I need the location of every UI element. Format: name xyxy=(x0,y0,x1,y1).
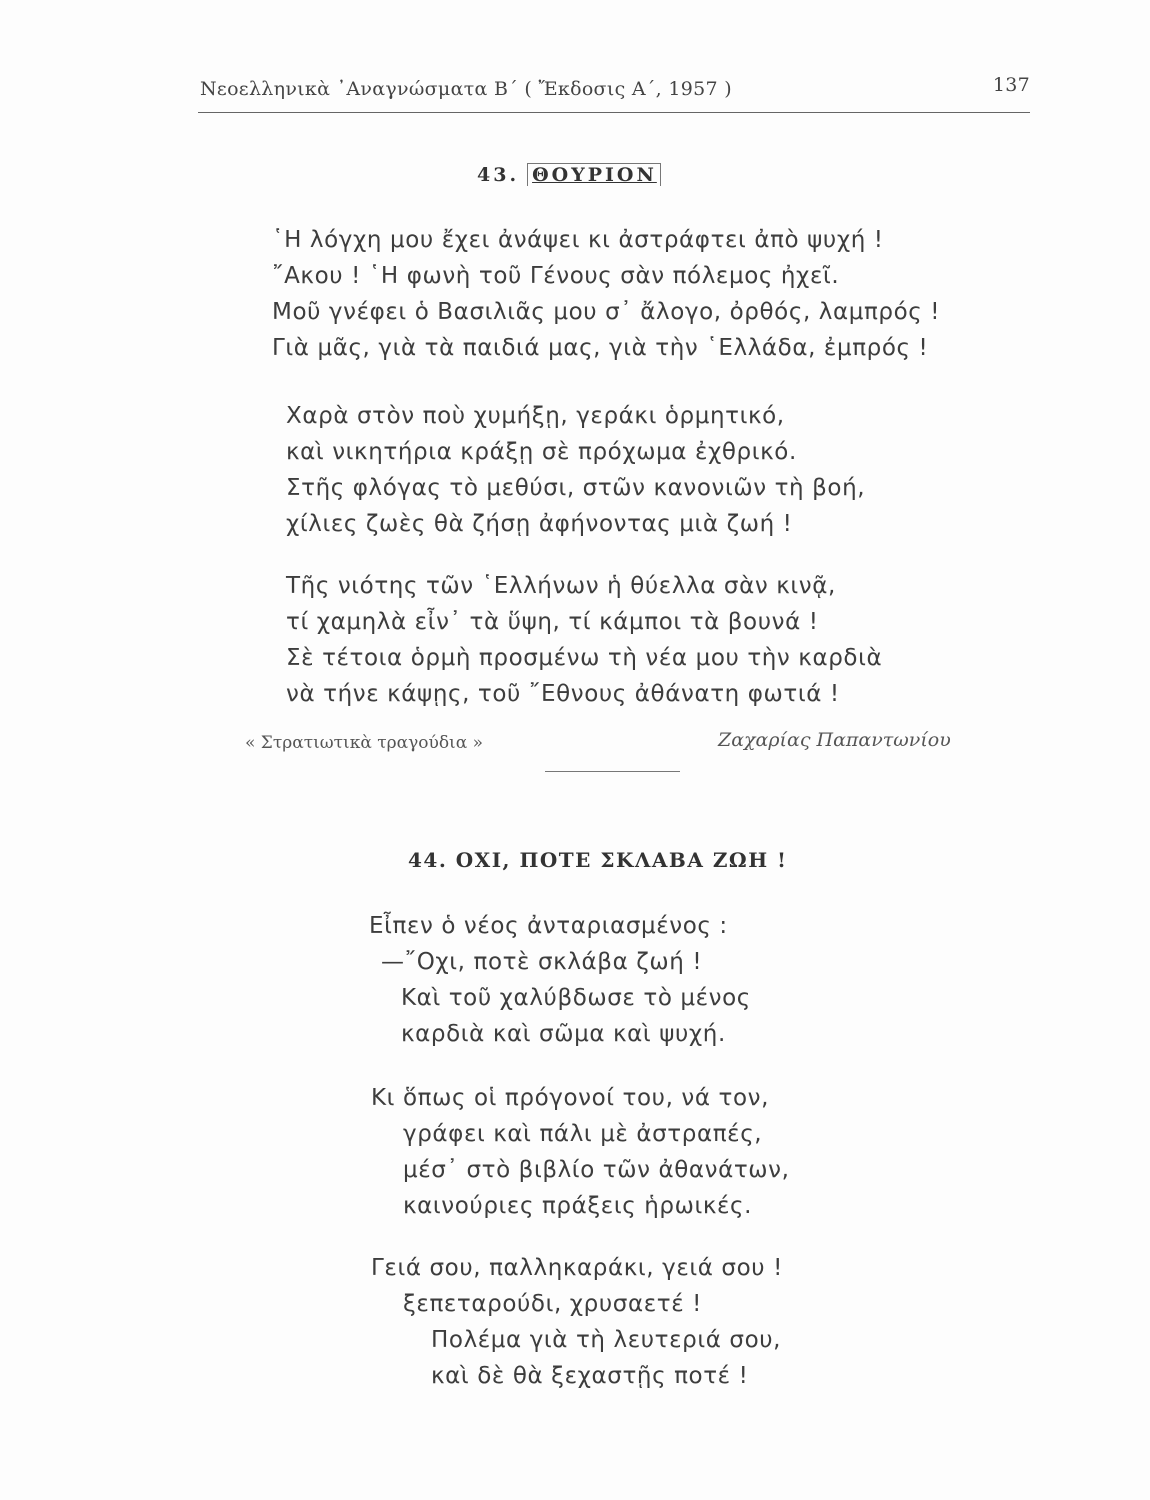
verse-line: καινούριες πράξεις ἡρωικές. xyxy=(403,1193,753,1219)
page-number: 137 xyxy=(992,74,1030,96)
poem-43-heading xyxy=(477,163,661,186)
verse-line: ῾Η λόγχη μου ἔχει ἀνάψει κι ἀστράφτει ἀπὸ ψυχή ! xyxy=(272,227,884,253)
poem-44-stanza-1 xyxy=(369,908,751,1052)
verse-line: μέσ᾿ στὸ βιβλίο τῶν ἀθανάτων, xyxy=(403,1157,790,1183)
poem-43-stanza-3 xyxy=(286,568,882,712)
verse-line: καρδιὰ καὶ σῶμα καὶ ψυχή. xyxy=(401,1021,726,1047)
section-divider xyxy=(545,771,680,772)
verse-line: καὶ δὲ θὰ ξεχαστῇς ποτέ ! xyxy=(431,1363,749,1389)
verse-line: ῎Ακου ! ῾Η φωνὴ τοῦ Γένους σὰν πόλεμος ἠχεῖ. xyxy=(272,263,840,289)
header-rule xyxy=(198,112,1030,113)
verse-line: Πολέμα γιὰ τὴ λευτεριά σου, xyxy=(431,1327,782,1353)
running-title: Νεοελληνικὰ ᾿Αναγνώσματα Β΄ ( Ἔκδοσις Α΄, 1957 ) xyxy=(200,78,732,100)
verse-line: καὶ νικητήρια κράξῃ σὲ πρόχωμα ἐχθρικό. xyxy=(286,439,797,465)
verse-line: Γειά σου, παλληκαράκι, γειά σου ! xyxy=(371,1255,783,1281)
poem-43-source: « Στρατιωτικὰ τραγούδια » xyxy=(245,733,484,753)
verse-line: χίλιες ζωὲς θὰ ζήσῃ ἀφήνοντας μιὰ ζωή ! xyxy=(286,511,793,537)
verse-line: Τῆς νιότης τῶν ῾Ελλήνων ἡ θύελλα σὰν κινᾷ, xyxy=(286,573,836,599)
poem-43-title: ΘΟΥΡΙΟΝ xyxy=(527,163,661,186)
verse-line: Καὶ τοῦ χαλύβδωσε τὸ μένος xyxy=(401,985,751,1011)
poem-44-title: 44. ΟΧΙ, ΠΟΤΕ ΣΚΛΑΒΑ ΖΩΗ ! xyxy=(408,848,788,872)
verse-line: Κι ὅπως οἱ πρόγονοί του, νά τον, xyxy=(371,1085,769,1111)
poem-44-stanza-3 xyxy=(371,1250,783,1394)
verse-line: Στῆς φλόγας τὸ μεθύσι, στῶν κανονιῶν τὴ βοή, xyxy=(286,475,866,501)
poem-43-author: Ζαχαρίας Παπαντωνίου xyxy=(718,729,951,751)
poem-43-number: 43. xyxy=(477,164,520,186)
verse-line: τί χαμηλὰ εἶν᾿ τὰ ὕψη, τί κάμποι τὰ βουνά ! xyxy=(286,609,819,635)
verse-line: Σὲ τέτοια ὁρμὴ προσμένω τὴ νέα μου τὴν καρδιὰ xyxy=(286,645,883,671)
verse-line: —῎Οχι, ποτὲ σκλάβα ζωή ! xyxy=(381,949,703,975)
verse-line: ξεπεταρούδι, χρυσαετέ ! xyxy=(403,1291,702,1317)
poem-44-stanza-2 xyxy=(371,1080,790,1224)
verse-line: Χαρὰ στὸν ποὺ χυμήξῃ, γεράκι ὁρμητικό, xyxy=(286,403,785,429)
verse-line: γράφει καὶ πάλι μὲ ἀστραπές, xyxy=(403,1121,763,1147)
verse-line: Γιὰ μᾶς, γιὰ τὰ παιδιά μας, γιὰ τὴν ῾Ελλάδα, ἐμπρός ! xyxy=(272,335,929,361)
poem-43-stanza-1 xyxy=(272,222,940,366)
verse-line: Εἶπεν ὁ νέος ἀνταριασμένος : xyxy=(369,913,728,939)
verse-line: νὰ τήνε κάψῃς, τοῦ ῎Εθνους ἀθάνατη φωτιά ! xyxy=(286,681,840,707)
poem-43-stanza-2 xyxy=(286,398,865,542)
verse-line: Μοῦ γνέφει ὁ Βασιλιᾶς μου σ᾿ ἄλογο, ὀρθός, λαμπρός ! xyxy=(272,299,941,325)
running-head xyxy=(200,74,1030,108)
